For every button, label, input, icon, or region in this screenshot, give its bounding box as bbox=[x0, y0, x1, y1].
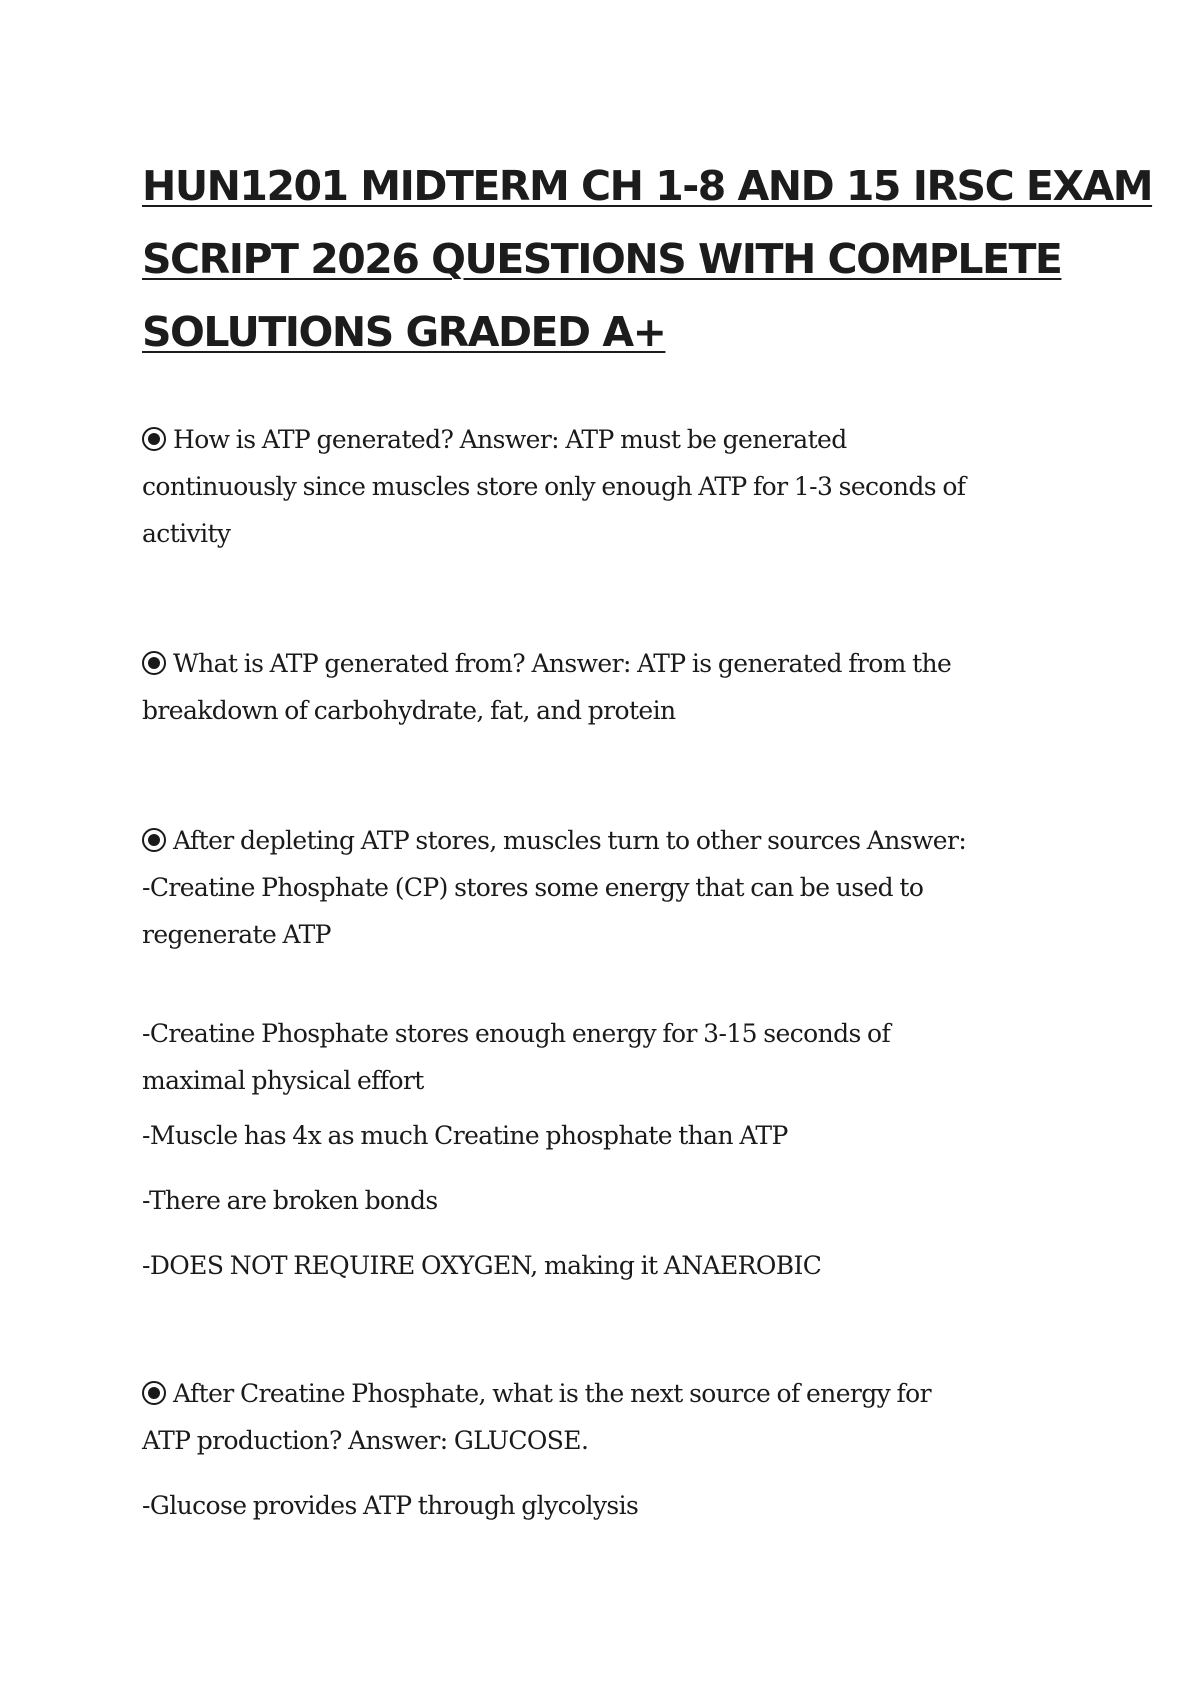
radio-bullet-icon bbox=[142, 651, 166, 675]
title-line: HUN1201 MIDTERM CH 1-8 AND 15 IRSC EXAM bbox=[142, 162, 1153, 210]
answer-line: -There are broken bonds bbox=[142, 1186, 438, 1215]
question-text bbox=[142, 817, 1082, 958]
answer-line: -Creatine Phosphate stores enough energy for 3-15 seconds of bbox=[142, 1019, 891, 1048]
question-line: activity bbox=[142, 519, 231, 548]
radio-bullet-icon bbox=[142, 427, 166, 451]
document-title bbox=[142, 150, 1153, 369]
question-2 bbox=[142, 640, 1082, 734]
question-line: regenerate ATP bbox=[142, 920, 331, 949]
question-1 bbox=[142, 416, 1082, 557]
title-line: SCRIPT 2026 QUESTIONS WITH COMPLETE bbox=[142, 235, 1062, 283]
answer-line: maximal physical effort bbox=[142, 1066, 424, 1095]
question-line-text: What is ATP generated from? Answer: ATP is generated from the bbox=[173, 649, 952, 678]
question-line-text: After Creatine Phosphate, what is the next source of energy for bbox=[173, 1379, 931, 1408]
question-line bbox=[142, 1370, 1082, 1417]
question-text bbox=[142, 1370, 1082, 1464]
radio-bullet-icon bbox=[142, 1381, 166, 1405]
question-4 bbox=[142, 1370, 1082, 1464]
answer-detail bbox=[142, 1242, 1082, 1289]
question-line bbox=[142, 817, 1082, 864]
answer-detail bbox=[142, 1010, 1082, 1104]
question-3 bbox=[142, 817, 1082, 958]
question-line-text: How is ATP generated? Answer: ATP must be generated bbox=[173, 425, 847, 454]
question-line: breakdown of carbohydrate, fat, and protein bbox=[142, 696, 676, 725]
question-line: ATP production? Answer: GLUCOSE. bbox=[142, 1426, 589, 1455]
answer-detail bbox=[142, 1482, 1082, 1529]
answer-detail bbox=[142, 1112, 1082, 1159]
question-line: continuously since muscles store only enough ATP for 1-3 seconds of bbox=[142, 472, 966, 501]
question-line bbox=[142, 416, 1082, 463]
answer-line: -DOES NOT REQUIRE OXYGEN, making it ANAEROBIC bbox=[142, 1251, 822, 1280]
question-text bbox=[142, 640, 1082, 734]
question-line bbox=[142, 640, 1082, 687]
question-text bbox=[142, 416, 1082, 557]
answer-detail bbox=[142, 1177, 1082, 1224]
question-line: -Creatine Phosphate (CP) stores some energy that can be used to bbox=[142, 873, 924, 902]
title-line: SOLUTIONS GRADED A+ bbox=[142, 308, 666, 356]
answer-line: -Glucose provides ATP through glycolysis bbox=[142, 1491, 639, 1520]
question-line-text: After depleting ATP stores, muscles turn to other sources Answer: bbox=[173, 826, 967, 855]
answer-line: -Muscle has 4x as much Creatine phosphate than ATP bbox=[142, 1121, 788, 1150]
radio-bullet-icon bbox=[142, 828, 166, 852]
